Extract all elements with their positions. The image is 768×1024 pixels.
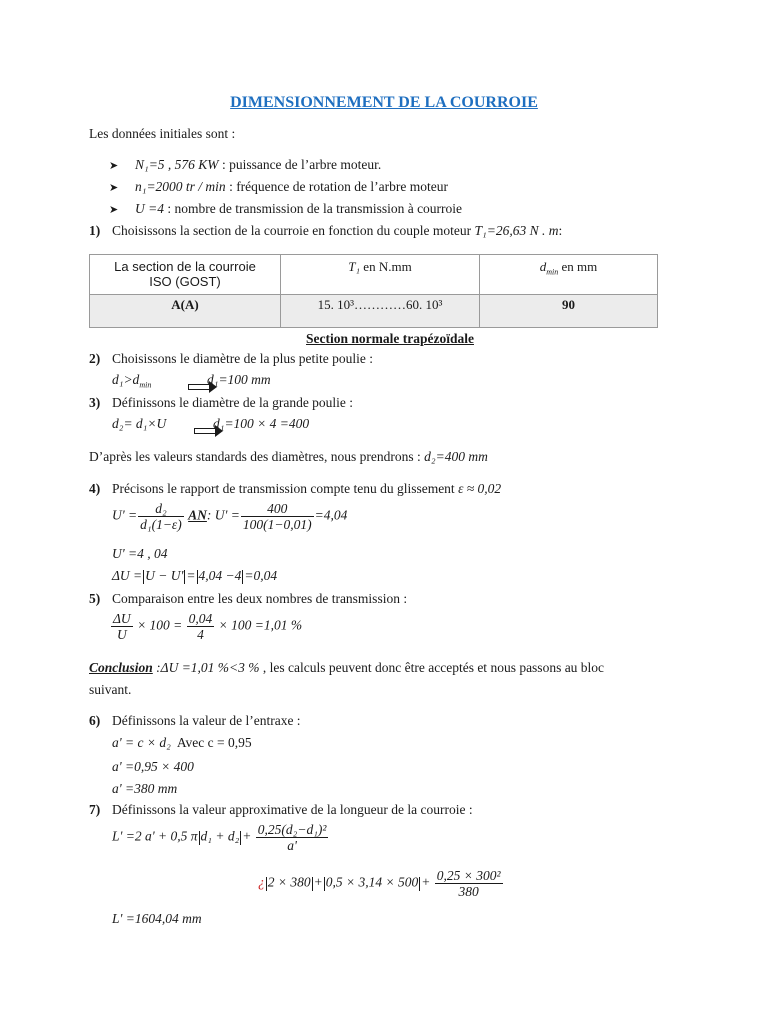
table-header-torque: T₁ en N.mm [281,255,480,295]
table-cell: 90 [480,295,658,328]
step-2-result: d₁=100 mm [207,372,271,387]
step-3: 3) Définissons le diamètre de la grande poulie : [89,395,354,410]
step-6: 6) Définissons la valeur de l’entraxe : [89,713,301,728]
step-1: 1) Choisissons la section de la courroie en fonction du couple moteur T₁=26,63 N . m: [89,223,563,238]
bullet-item: ➤ n₁=2000 tr / min : fréquence de rotation de l’arbre moteur [109,179,448,194]
standard-diameter-line: D’après les valeurs standards des diamètres, nous prendrons : d₂=400 mm [89,449,488,464]
conclusion: Conclusion :ΔU =1,01 %<3 % , les calculs peuvent donc être acceptés et nous passons au bloc [89,660,605,675]
step-6-line2: a' =0,95 × 400 [112,759,194,774]
conclusion-line2: suivant. [89,682,132,697]
table-header-section: La section de la courroie ISO (GOST) [90,255,281,295]
step-4-line3: ΔU = U − U' = 4,04 −4 =0,04 [112,568,278,583]
section-table [89,254,658,328]
step-4-formula: U' = $\frac{\text{d₂}}{\text{d₁(1−ε)}}$ AN: U' = $\frac{400}{100(1-0,01)}$ =4,04 [112,501,348,532]
step-4: 4) Précisons le rapport de transmission compte tenu du glissement ε ≈ 0,02 [89,481,502,496]
step-7-numeric: ¿ 2 × 380 + 0,5 × 3,14 × 500 + $\frac{\text{0,25 × 300²}}{380}$ [258,868,501,899]
arrow-bullet-icon: ➤ [109,204,119,216]
step-6-line3: a' =380 mm [112,781,178,796]
step-5-formula: $\frac{\Delta U}{U}$ × 100 = $\frac{0,04}{4}$ × 100 =1,01 % [113,611,303,642]
bullet-item: ➤ N₁=5 , 576 KW : puissance de l’arbre moteur. [109,157,382,172]
bullet-item: ➤ U =4 : nombre de transmission de la transmission à courroie [109,201,463,216]
table-cell: 15. 10³…………60. 10³ [281,295,480,328]
step-7: 7) Définissons la valeur approximative de la longueur de la courroie : [89,802,473,817]
step-2-math: $d_1>d_{min}$ [112,372,152,390]
step-3-math: d₂= d₁×U [112,416,167,431]
arrow-bullet-icon: ➤ [109,160,119,172]
step-6-line1: a' = c × d₂ Avec c = 0,95 [112,735,252,750]
document-title: DIMENSIONNEMENT DE LA COURROIE [230,94,538,111]
step-5: 5) Comparaison entre les deux nombres de transmission : [89,591,408,606]
step-7-formula: L' =2 a' + 0,5 π d₁ + d₂ + $\frac{\text{0,25(d₂−d₁)²}}{a'}$ [112,822,327,853]
intro-text: Les données initiales sont : [89,126,236,141]
arrow-bullet-icon: ➤ [109,182,119,194]
step-4-line2: U' =4 , 04 [112,546,168,561]
step-2: 2) Choisissons le diamètre de la plus petite poulie : [89,351,373,366]
table-header-dmin: $d_{min}$ en mm [480,255,658,295]
step-7-result: L' =1604,04 mm [112,911,202,926]
section-caption: Section normale trapézoïdale [306,331,474,346]
table-cell: A(A) [90,295,281,328]
step-3-result: d₁=100 × 4 =400 [213,416,310,431]
